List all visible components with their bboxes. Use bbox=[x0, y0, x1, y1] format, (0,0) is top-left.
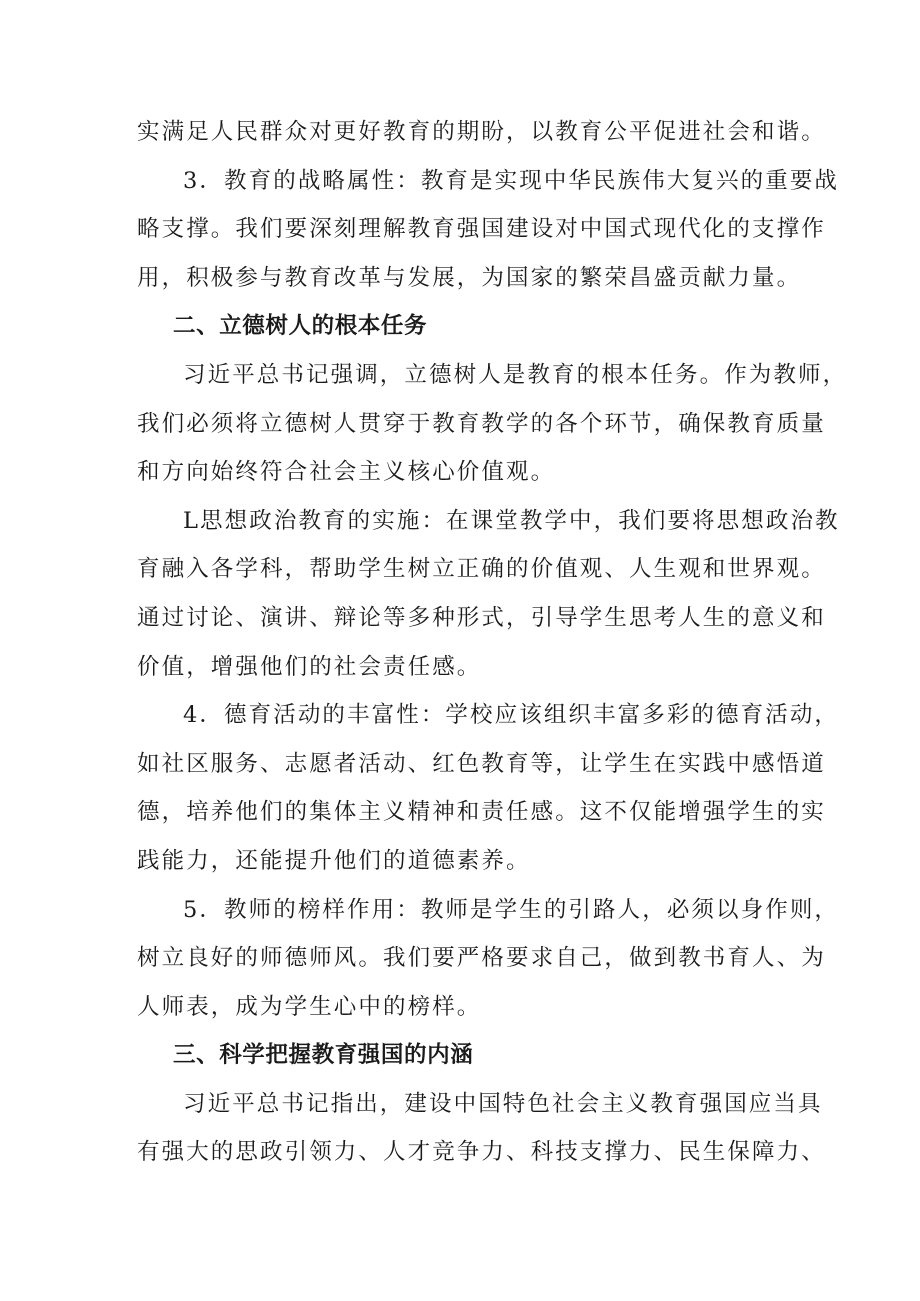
paragraph-line: 习近平总书记强调，立德树人是教育的根本任务。作为教师， bbox=[183, 361, 848, 388]
paragraph-line: 4．德育活动的丰富性：学校应该组织丰富多彩的德育活动， bbox=[183, 702, 840, 729]
paragraph-line: 人师表，成为学生心中的榜样。 bbox=[137, 993, 482, 1020]
paragraph-line: 3．教育的战略属性：教育是实现中华民族伟大复兴的重要战 bbox=[183, 167, 840, 194]
paragraph-line: 实满足人民群众对更好教育的期盼，以教育公平促进社会和谐。 bbox=[137, 119, 826, 145]
paragraph-line: 和方向始终符合社会主义核心价值观。 bbox=[137, 459, 556, 486]
paragraph-line: 树立良好的师德师风。我们要严格要求自己，做到教书育人、为 bbox=[137, 945, 826, 972]
paragraph-line: 德，培养他们的集体主义精神和责任感。这不仅能增强学生的实 bbox=[137, 799, 826, 826]
paragraph-line: 通过讨论、演讲、辩论等多种形式，引导学生思考人生的意义和 bbox=[137, 604, 826, 631]
paragraph-line: 略支撑。我们要深刻理解教育强国建设对中国式现代化的支撑作 bbox=[137, 216, 826, 243]
section-heading: 二、立德树人的根本任务 bbox=[173, 313, 428, 340]
paragraph-line: 有强大的思政引领力、人才竞争力、科技支撑力、民生保障力、 bbox=[137, 1139, 826, 1166]
paragraph-line: 价值，增强他们的社会责任感。 bbox=[137, 653, 482, 680]
section-heading: 三、科学把握教育强国的内涵 bbox=[173, 1042, 474, 1069]
paragraph-line: 我们必须将立德树人贯穿于教育教学的各个环节，确保教育质量 bbox=[137, 410, 826, 437]
paragraph-line: 育融入各学科，帮助学生树立正确的价值观、人生观和世界观。 bbox=[137, 556, 826, 583]
document-body bbox=[137, 108, 848, 1177]
paragraph-line: 践能力，还能提升他们的道德素养。 bbox=[137, 847, 531, 874]
paragraph-line: 习近平总书记指出，建设中国特色社会主义教育强国应当具 bbox=[183, 1090, 823, 1117]
paragraph-line: 5．教师的榜样作用：教师是学生的引路人，必须以身作则， bbox=[183, 896, 840, 923]
paragraph-line: L思想政治教育的实施：在课堂教学中，我们要将思想政治教 bbox=[183, 507, 840, 534]
paragraph-line: 用，积极参与教育改革与发展，为国家的繁荣昌盛贡献力量。 bbox=[137, 264, 802, 291]
paragraph-line: 如社区服务、志愿者活动、红色教育等，让学生在实践中感悟道 bbox=[137, 750, 826, 777]
